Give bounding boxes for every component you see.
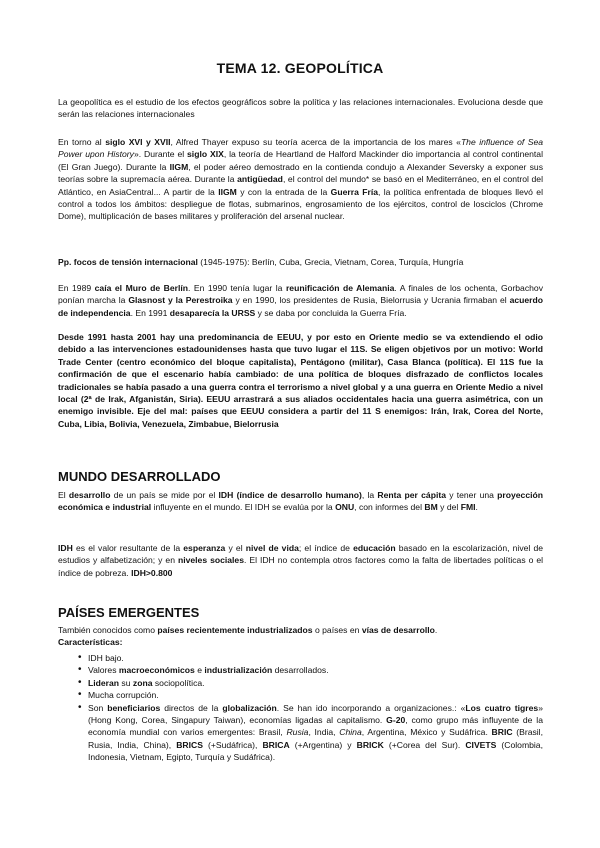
berlin-paragraph: En 1989 caía el Muro de Berlín. En 1990 tenía lugar la reunificación de Alemania. A finales de los ochenta, Gorbachov ponían marcha la Glasnost y la Perestroika y en 1990, los presidentes de Rusia, Bielorrusia y Ucrania firmaban el acuerdo de independencia. En 1991 desaparecía la URSS y se daba por concluida la Guerra Fría. [58,283,543,318]
list-item: • Mucha corrupción. [72,689,543,701]
list-item: • IDH bajo. [72,652,543,664]
list-item: • Lideran su zona sociopolítica. [72,677,543,689]
post-coldwar-paragraph: Desde 1991 hasta 2001 hay una predominancia de EEUU, y por esto en Oriente medio se va extendiendo el odio debido a las intervenciones estadounidenses hasta que tuvo lugar el 11S. Se eligen objetivos por un motivo: World Trade Center (centro económico del bloque capitalista), Pentágono (militar), Casa Blanca (política). El 11S fue la confirmación de que el escenario había cambiado: de una política de bloques disfrazado de conflictos locales tradicionales se había pasado a una guerra contra el terrorismo a nivel global y a una guerra en Oriente Medio a nivel local (2ª de Irak, Afganistán, Siria). EEUU arrastrará a sus aliados occidentales hacia una guerra asimétrica, con un enemigo invisible. Eje del mal: países que EEUU considera a partir del 11 S enemigos: Irán, Irak, Corea del Norte, Cuba, Libia, Bolivia, Venezuela, Zimbabue, Bielorrusia [58,332,543,429]
intro-paragraph: La geopolítica es el estudio de los efectos geográficos sobre la política y las relaciones internacionales. Evoluciona desde que serán las relaciones internacionales [58,97,543,120]
characteristics-list [72,652,543,764]
tension-paragraph: Pp. focos de tensión internacional (1945-1975): Berlín, Cuba, Grecia, Vietnam, Corea, Turquía, Hungría [58,257,464,267]
list-item: • Son beneficiarios directos de la globalización. Se han ido incorporando a organizaciones.: «Los cuatro tigres» (Hong Kong, Corea, Singapury Taiwan), economías ligadas al capitalismo. G-20, como grupo más influyente de la economía mundial con varios emergentes: Brasil, Rusia, India, China, Argentina, México y Sudáfrica. BRIC (Brasil, Rusia, India, China), BRICS (+Sudáfrica), BRICA (+Argentina) y BRICK (+Corea del Sur). CIVETS (Colombia, Indonesia, Vietnam, Egipto, Turquía y Sudáfrica). [72,702,543,764]
caracteristicas-label: Características: [58,637,123,648]
list-item: • Valores macroeconómicos e industrialización desarrollados. [72,664,543,676]
heading-mundo-desarrollado: MUNDO DESARROLLADO [58,469,221,484]
history-paragraph: En torno al siglo XVI y XVII, Alfred Thayer expuso su teoría acerca de la importancia de los mares «The influence of Sea Power upon History». Durante el siglo XIX, la teoría de Heartland de Halford Mackinder dio importancia al control continental (El Gran Juego). Durante la IIGM, el poder aéreo demostrado en la contienda condujo a Alexander Seversky a exponer sus teorías sobre la supremacía aérea. Durante la antigüedad, el control del mundo* se basó en el Mediterráneo, en el control del Atlántico, en AsiaCentral... A partir de la IIGM y con la entrada de la Guerra Fría, la política enfrentada de bloques llevó el control a todos los ámbitos: despliegue de flotas, submarinos, engrosamiento de los ejércitos, control de losciclos (Chrome Dome), multiplicación de bases militares y proliferación del arsenal nuclear. [58,137,544,222]
heading-paises-emergentes: PAÍSES EMERGENTES [58,605,200,620]
emergentes-intro: También conocidos como países recientemente industrializados o países en vías de desarrollo. Características: [58,625,438,648]
desarrollo-paragraph: El desarrollo de un país se mide por el IDH (índice de desarrollo humano), la Renta per cápita y tener una proyección económica e industrial influyente en el mundo. El IDH se evalúa por la ONU, con informes del BM y del FMI. [58,490,544,513]
characteristics-list-wrap [72,652,543,764]
page-title: TEMA 12. GEOPOLÍTICA [216,60,384,76]
idh-paragraph: IDH es el valor resultante de la esperanza y el nivel de vida; el índice de educación basado en la escolarización, nivel de estudios y alfabetización; y en niveles sociales. El IDH no contempla otros factores como la falta de libertades políticas o el índice de pobreza. IDH>0.800 [58,543,544,578]
